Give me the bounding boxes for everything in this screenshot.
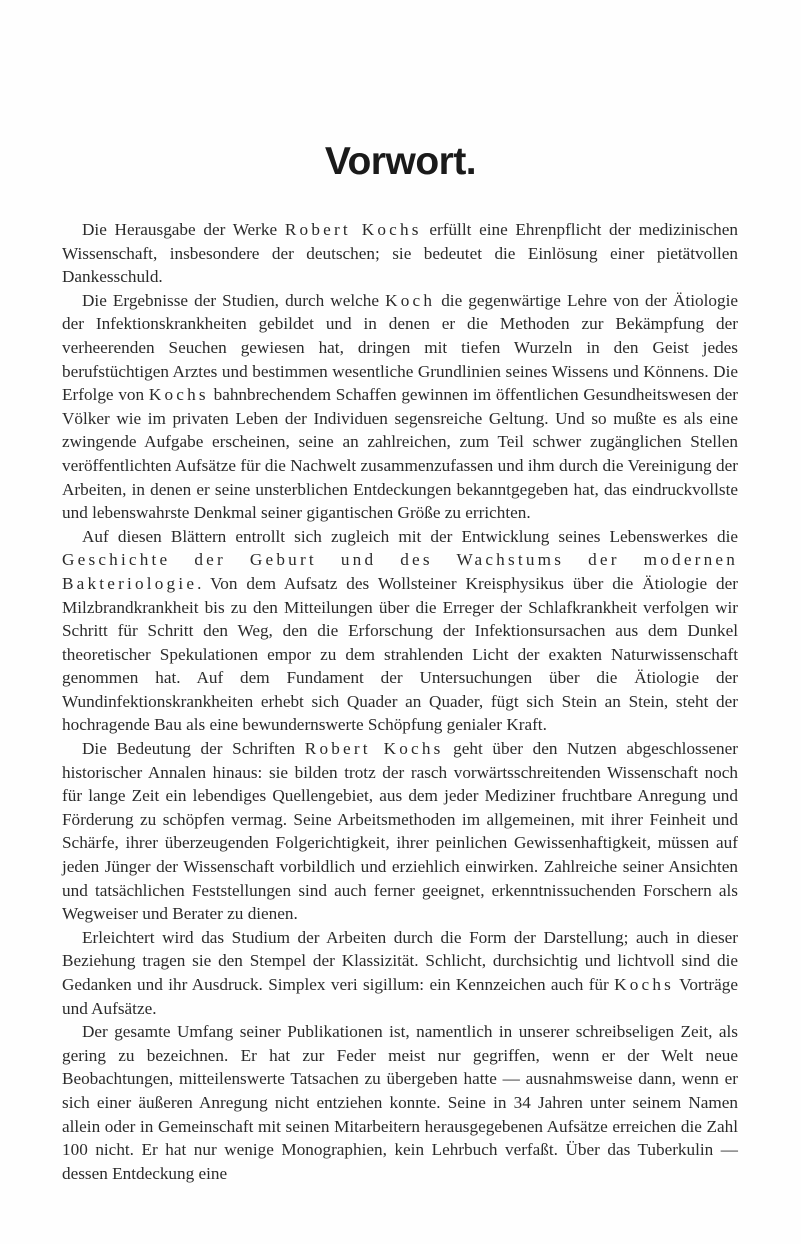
text-run: Vorträge und Aufsätze. bbox=[62, 975, 738, 1018]
emphasized-text: Robert Kochs bbox=[304, 739, 444, 759]
text-run: erfüllt eine Ehrenpflicht der medizinischen Wissenschaft, insbesondere der deutschen; sie bedeutet die Einlösung einer pietätvollen Dankesschuld. bbox=[62, 220, 738, 287]
text-run: Die Herausgabe der Werke bbox=[82, 220, 285, 239]
text-run: Erleichtert wird das Studium der Arbeiten durch die Form der Darstellung; auch in dieser Beziehung tragen sie den Stempel der Klassizität. Schlicht, durchsichtig und lichtvoll sind die Gedanken und ihr Ausdruck. Simplex veri sigillum: ein Kennzeichen auch für bbox=[62, 927, 738, 994]
text-run: Der gesamte Umfang seiner Publikationen ist, namentlich in unserer schreibseligen Zeit, als gering zu bezeichnen. Er hat zur Feder meist nur gegriffen, wenn er der Welt neue Beobachtungen, mitteilenswerte Tatsachen zu übergeben hatte — ausnahmsweise dann, wenn er sich einer äußeren Anregung nicht entziehen konnte. Seine in 34 Jahren unter seinem Namen allein oder in Gemeinschaft mit seinen Mitarbeitern herausgegebenen Aufsätze erreichen die Zahl 100 nicht. Er hat nur wenige Monographien, kein Lehrbuch verfaßt. Über das Tuberkulin — dessen Entdeckung eine bbox=[62, 1022, 738, 1183]
emphasized-text: Koch bbox=[385, 290, 436, 310]
emphasized-text: Kochs bbox=[614, 975, 675, 994]
preface-body bbox=[62, 218, 738, 1185]
paragraph bbox=[62, 926, 738, 1020]
emphasized-text: Kochs bbox=[148, 385, 209, 405]
text-run: Die Bedeutung der Schriften bbox=[82, 739, 305, 759]
page-title: Vorwort. bbox=[324, 140, 477, 183]
paragraph bbox=[62, 525, 738, 737]
text-run: geht über den Nutzen abgeschlossener historischer Annalen hinaus: sie bilden trotz der rasch vorwärtsschreitenden Wissenschaft noch für lange Zeit ein lebendiges Quellengebiet, aus dem jeder Mediziner fruchtbare Anregung und Förderung zu schöpfen vermag. Seine Arbeitsmethoden im allgemeinen, mit ihrer Feinheit und Schärfe, ihrer überzeugenden Folgerichtigkeit, ihrer peinlichen Gewissenhaftigkeit, müssen auf jeden Jünger der Wissenschaft vorbildlich und erziehlich einwirken. Zahlreiche seiner Ansichten und tatsächlichen Feststellungen sind auch ferner geeignet, erkenntnissuchenden Forschern als Wegweiser und Berater zu dienen. bbox=[62, 739, 738, 924]
emphasized-text: Robert Kochs bbox=[284, 220, 422, 239]
text-run: bahnbrechendem Schaffen gewinnen im öffentlichen Gesundheitswesen der Völker wie im privaten Leben der Individuen segensreiche Geltung. Und so mußte es als eine zwingende Aufgabe erscheinen, seine an zahlreichen, zum Teil schwer zugänglichen Stellen veröffentlichten Aufsätze für die Nachwelt zusammenzufassen und ihm durch die Vereinigung der Arbeiten, in denen er seine unsterblichen Entdeckungen bekanntgegeben hat, das eindruckvollste und lebenswahrste Denkmal seiner gigantischen Größe zu errichten. bbox=[62, 385, 738, 523]
paragraph bbox=[62, 1020, 738, 1185]
emphasized-text: Geschichte der Geburt und des Wachstums der modernen Bakteriologie bbox=[62, 550, 738, 593]
paragraph bbox=[62, 737, 738, 926]
paragraph bbox=[62, 218, 738, 289]
text-run: . Von dem Aufsatz des Wollsteiner Kreisphysikus über die Ätiologie der Milzbrandkrankheit bis zu den Mitteilungen über die Erreger der Schlafkrankheit verfolgen wir Schritt für Schritt den Weg, den die Erforschung der Infektionsursachen aus dem Dunkel theoretischer Spekulationen empor zu dem strahlenden Licht der exakten Naturwissenschaft genommen hat. Auf dem Fundament der Untersuchungen über die Ätiologie der Wundinfektionskrankheiten erhebt sich Quader an Quader, fügt sich Stein an Stein, steht der hochragende Bau als eine bewundernswerte Schöpfung genialer Kraft. bbox=[62, 573, 738, 735]
paragraph bbox=[62, 289, 738, 525]
text-run: Die Ergebnisse der Studien, durch welche bbox=[82, 290, 386, 310]
text-run: Auf diesen Blättern entrollt sich zugleich mit der Entwicklung seines Lebenswerkes die bbox=[82, 526, 738, 546]
text-run: die gegenwärtige Lehre von der Ätiologie der Infektionskrankheiten gebildet und in denen er die Methoden zur Bekämpfung der verheerenden Seuchen gewiesen hat, dringen mit tiefen Wurzeln in den Geist jedes berufstüchtigen Arztes und bestimmen wesentliche Grundlinien seines Wissens und Könnens. Die Erfolge von bbox=[62, 290, 738, 405]
